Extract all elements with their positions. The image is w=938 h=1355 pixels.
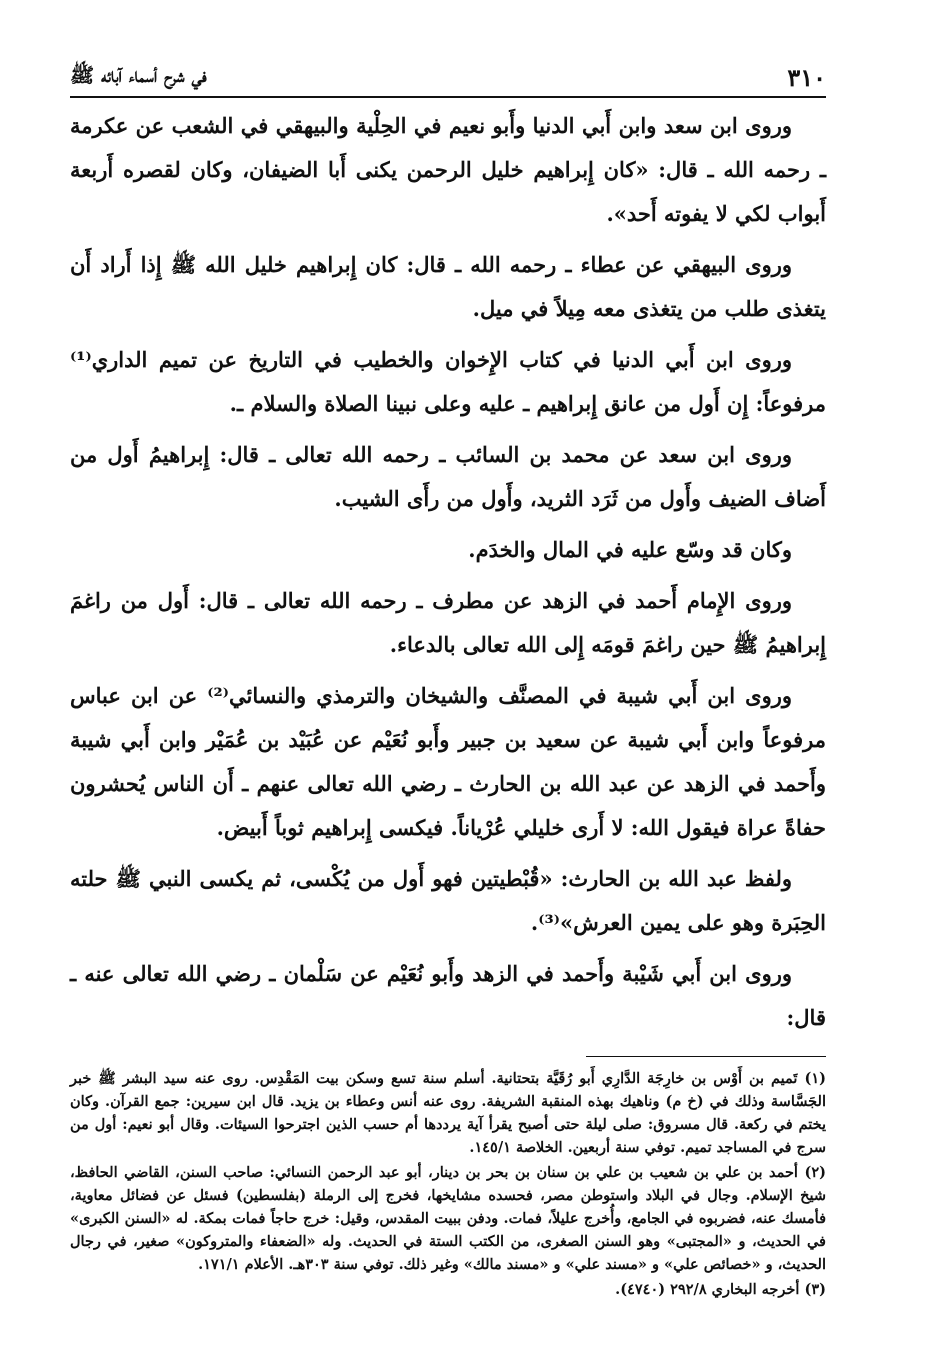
footnote <box>70 1067 826 1159</box>
paragraph: وكان قد وسّع عليه في المال والخدَم. <box>468 537 792 562</box>
footnote <box>70 1161 826 1276</box>
footnote-number: (١) <box>804 1070 826 1087</box>
page <box>70 48 826 1303</box>
footnote-text: أخرجه البخاري ٢٩٢/٨ (٤٧٤٠). <box>615 1281 800 1298</box>
footnote-separator <box>586 1056 826 1057</box>
footnotes <box>70 1056 826 1301</box>
footnote-text: أحمد بن علي بن شعيب بن علي بن سنان بن بحر بن دينار، أبو عبد الرحمن النسائي: صاحب السنن، القاضي الحافظ، شيخ الإسلام. وجال في البلاد واستوطن مصر، فحسده مشايخها، فخرج إلى الرملة (بفلسطين) فسئل عن فضائل معاوية، فأمسك عنه، فضربوه في الجامع، وأُخرج عليلاً، فمات. ودفن ببيت المقدس، وقيل: خرج حاجاً فمات بمكة. له «السنن الكبرى» في الحديث، و «المجتبى» وهو السنن الصغرى، من الكتب الستة في الحديث. وله «الضعفاء والمتروكون» صغير، في رجال الحديث، و «خصائص علي» و «مسند علي» و «مسند مالك» وغير ذلك. توفي سنة ٣٠٣هـ. الأعلام ١٧١/١. <box>70 1164 826 1273</box>
footnote <box>70 1278 826 1301</box>
paragraph: وروى الإِمام أَحمد في الزهد عن مطرف ـ رحمه الله تعالى ـ قال: أَول من راغمَ إِبراهيمُ ﷺ حين راغمَ قومَه إِلى الله تعالى بالدعاء. <box>70 588 826 657</box>
page-number: ٣١٠ <box>787 63 826 92</box>
footnote-number: (٢) <box>804 1164 826 1181</box>
paragraph: وروى ابن سعد وابن أَبي الدنيا وأَبو نعيم في الحِلْية والبيهقي في الشعب عن عكرمة ـ رحمه الله ـ قال: «كان إِبراهيم خليل الرحمن يكنى أَبا الضيفان، وكان لقصره أَربعة أَبواب لكي لا يفوته أَحد». <box>70 113 826 226</box>
paragraph: وروى ابن أَبي شَيْبة وأَحمد في الزهد وأَبو نُعَيْم عن سَلْمان ـ رضي الله تعالى عنه ـ قال: <box>70 961 826 1030</box>
paragraph: وروى ابن سعد عن محمد بن السائب ـ رحمه الله تعالى ـ قال: إِبراهيمُ أَول من أَضاف الضيف وأَول من ثَرَد الثريد، وأَول من رأَى الشيب. <box>70 442 826 511</box>
paragraph: ولفظ عبد الله بن الحارث: «قُبْطيتين فهو أَول من يُكْسى، ثم يكسى النبي ﷺ حلته الحِبَرة وهو على يمين العرش»⁽³⁾. <box>70 866 826 935</box>
paragraph: وروى البيهقي عن عطاء ـ رحمه الله ـ قال: كان إِبراهيم خليل الله ﷺ إِذا أَراد أَن يتغذى طلب من يتغذى معه مِيلاً في ميل. <box>70 252 826 321</box>
main-text <box>70 98 826 1040</box>
page-header <box>70 48 826 98</box>
running-title: في شرح أسماء آبائه ﷺ <box>70 63 207 87</box>
paragraph: وروى ابن أَبي شيبة في المصنَّف والشيخان والترمذي والنسائي⁽²⁾ عن ابن عباس مرفوعاً وابن أَبي شيبة عن سعيد بن جبير وأَبو نُعَيْم عن عُبَيْد بن عُمَيْر وابن أَبي شيبة وأَحمد في الزهد عن عبد الله بن الحارث ـ رضي الله تعالى عنهم ـ أَن الناس يُحشرون حفاةً عراة فيقول الله: لا أَرى خليلي عُرْياناً. فيكسى إِبراهيم ثوباً أَبيض. <box>70 683 826 840</box>
footnote-number: (٣) <box>804 1281 826 1298</box>
footnote-text: تَميم بن أَوْس بن خارِجَة الدَّارِي أَبو رُقَيَّة بتحتانية. أسلم سنة تسع وسكن بيت المَقْدِس. روى عنه سيد البشر ﷺ خبر الجَسَّاسة وذلك في (خ م) وناهيك بهذه المنقبة الشريفة. روى عنه أنس وعطاء بن يزيد. قال ابن سيرين: جمع القرآن. وكان يختم في ركعة. قال مسروق: صلى ليلة حتى أصبح يقرأ آية يرددها أم حسب الذين اجترحوا السيئات. وقال أبو نعيم: أول من سرج في المساجد تميم. توفي سنة أربعين. الخلاصة ١٤٥/١. <box>70 1070 826 1156</box>
paragraph: وروى ابن أَبي الدنيا في كتاب الإِخوان والخطيب في التاريخ عن تميم الداري⁽¹⁾ مرفوعاً: إِن أَول من عانق إِبراهيم ـ عليه وعلى نبينا الصلاة والسلام ـ. <box>70 347 826 416</box>
